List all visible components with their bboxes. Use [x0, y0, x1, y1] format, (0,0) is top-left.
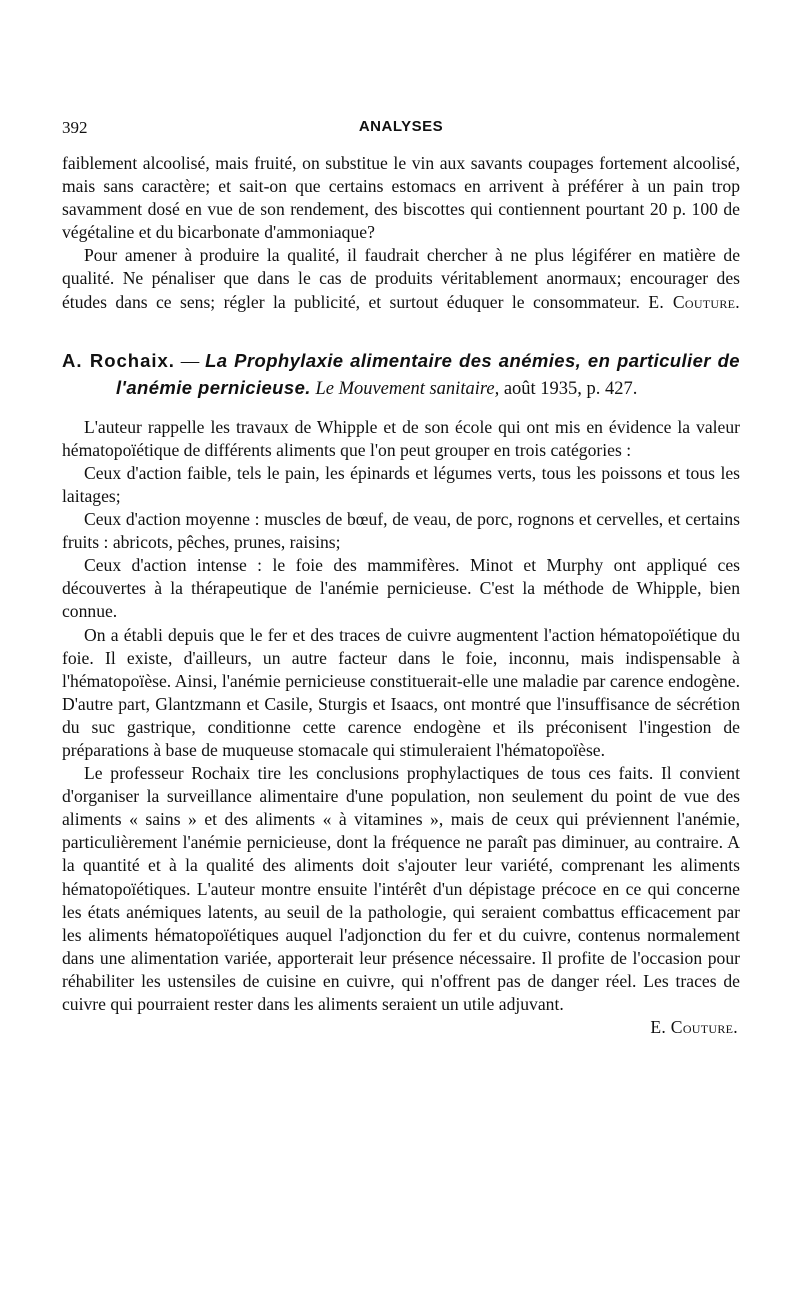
body-paragraph: L'auteur rappelle les travaux de Whipple et de son école qui ont mis en évidence la valeur hématopoïétique de différents aliments que l'on peut grouper en trois catégories :	[62, 416, 740, 460]
body-paragraph: Ceux d'action moyenne : muscles de bœuf, de veau, de porc, rognons et cervelles, et certains fruits : abricots, pêches, prunes, raisins;	[62, 509, 740, 553]
page-number: 392	[62, 118, 88, 137]
prior-paragraph	[62, 244, 740, 313]
heading-separator: —	[174, 351, 206, 372]
article-signature-line	[62, 1016, 740, 1039]
article-signature: E. Couture.	[650, 1017, 738, 1038]
body-paragraph: Ceux d'action intense : le foie des mammifères. Minot et Murphy ont appliqué ces découvertes à la thérapeutique de l'anémie pernicieuse. C'est la méthode de Whipple, bien connue.	[62, 555, 740, 622]
journal-citation: août 1935, p. 427.	[499, 378, 638, 399]
journal-name: Le Mouvement sanitaire,	[315, 378, 500, 399]
page-header	[62, 118, 740, 152]
prior-paragraph-text: Pour amener à produire la qualité, il faudrait chercher à ne plus légiférer en matière de qualité. Ne pénaliser que dans le cas de produits véritablement anormaux; encourager des études dans ce sens; régler la publicité, et surtout éduquer le consommateur.	[62, 245, 740, 312]
article-body	[62, 416, 740, 1040]
body-paragraph: On a établi depuis que le fer et des traces de cuivre augmentent l'action hématopoïétique du foie. Il existe, d'ailleurs, un autre facteur dans le foie, inconnu, mais indispensable à l'hématopoïèse. Ainsi, l'anémie pernicieuse constituerait-elle une maladie par carence endogène. D'autre part, Glantzmann et Casile, Sturgis et Isaacs, ont montré que l'insuffisance de sécrétion du suc gastrique, conditionne cette carence endogène et ils préconisent l'ingestion de préparations à base de muqueuse stomacale qui stimuleraient l'hématopoïèse.	[62, 624, 740, 760]
running-head: ANALYSES	[358, 118, 444, 135]
prior-signature: E. Couture.	[648, 291, 741, 312]
prior-article-continuation	[62, 152, 740, 314]
article-author: A. Rochaix.	[62, 349, 175, 371]
prior-paragraph: faiblement alcoolisé, mais fruité, on substitue le vin aux savants coupages fortement alcoolisé, mais sans caractère; et sait-on que certains estomacs en arrivent à préférer à un pain trop savamment dosé en vue de son rendement, des biscottes qui contiennent pourtant 20 p. 100 de végétaline et du bicarbonate d'ammoniaque?	[62, 153, 740, 243]
article-title: La Prophylaxie alimentaire des anémies, en particulier de l'anémie pernicieuse.	[116, 349, 740, 398]
journal-page	[62, 118, 740, 1039]
body-paragraph: Ceux d'action faible, tels le pain, les épinards et légumes verts, tous les poissons et tous les laitages;	[62, 462, 740, 506]
article-heading	[62, 348, 740, 402]
body-paragraph: Le professeur Rochaix tire les conclusions prophylactiques de tous ces faits. Il convient d'organiser la surveillance alimentaire d'une population, non seulement du point de vue des aliments « sains » et des aliments « à vitamines », mais de ceux qui préviennent l'anémie, particulièrement l'anémie pernicieuse, dont la fréquence ne paraît pas diminuer, au contraire. A la quantité et à la qualité des aliments doit s'ajouter leur variété, comprenant les aliments hématopoïétiques. L'auteur montre ensuite l'intérêt d'un dépistage précoce en ce qui concerne les états anémiques latents, au seuil de la pathologie, qui seraient combattus efficacement par les aliments hématopoïétiques auquel l'adjonction du fer et du cuivre, contenus normalement dans une alimentation variée, apporterait leur présence nécessaire. Il profite de l'occasion pour réhabiliter les ustensiles de cuisine en cuivre, qui n'offrent pas de danger réel. Les traces de cuivre qui pourraient rester dans les aliments seraient un utile adjuvant.	[62, 763, 740, 1014]
